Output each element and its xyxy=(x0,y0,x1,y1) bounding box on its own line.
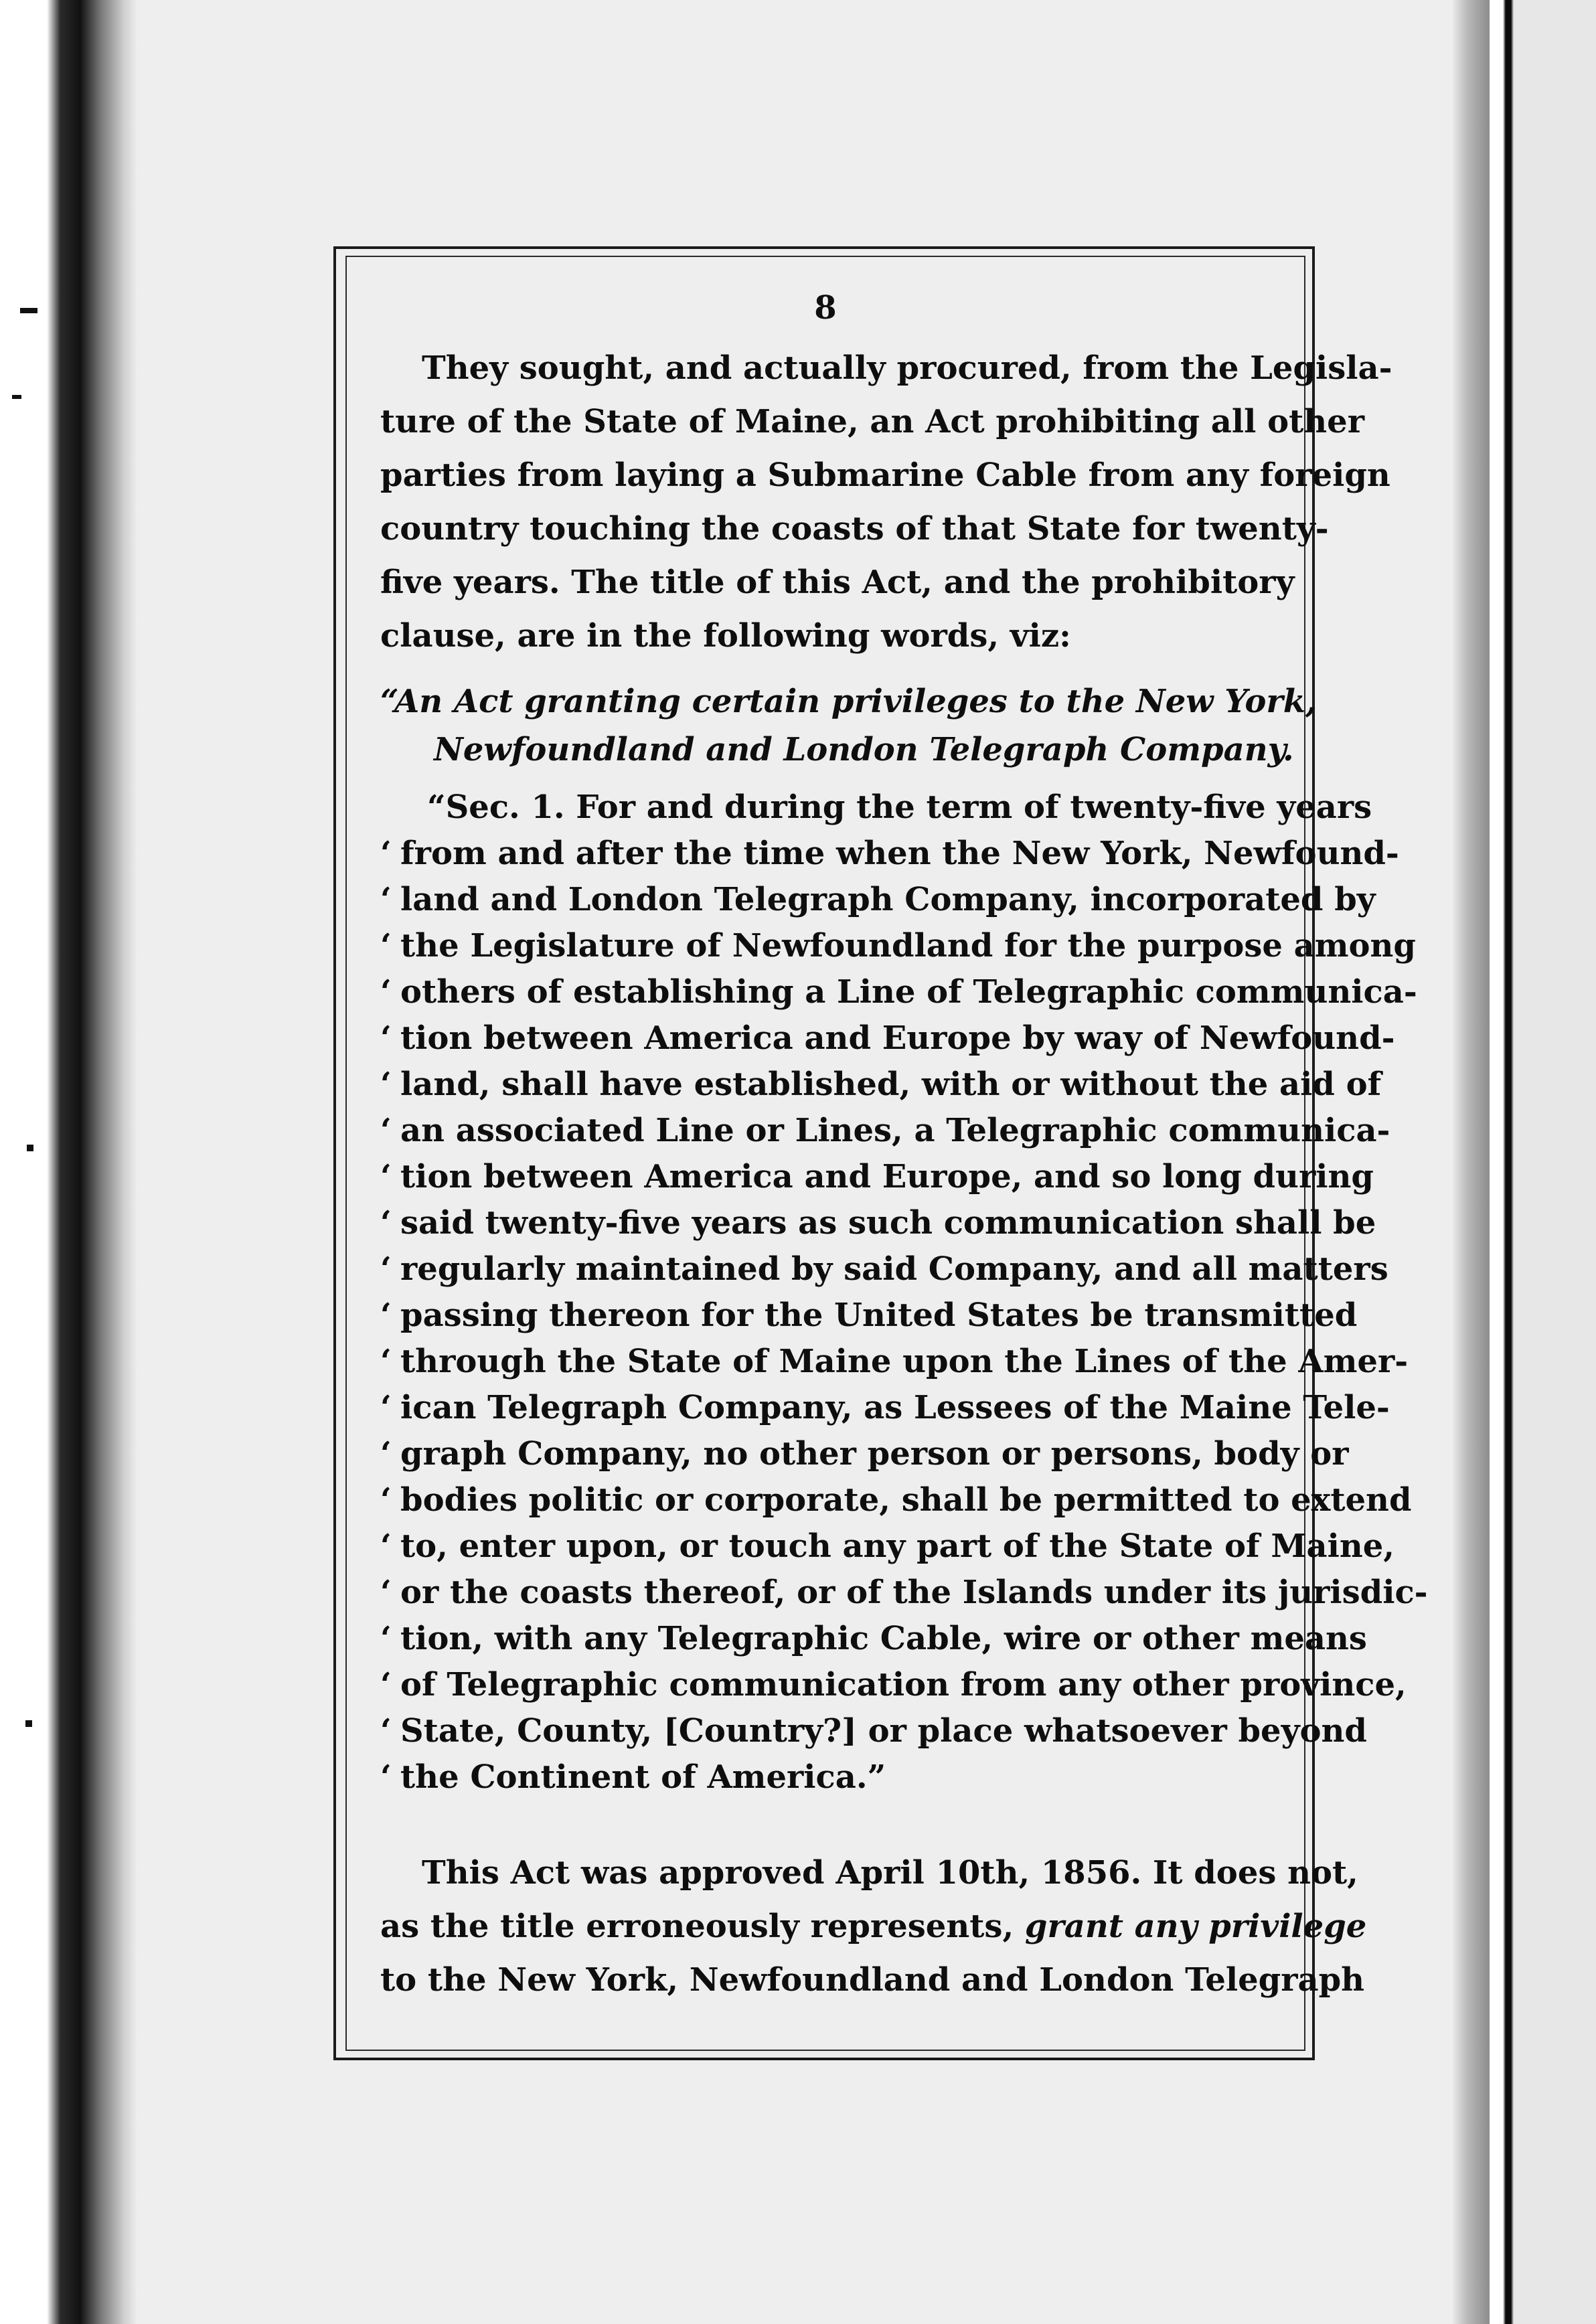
quote-line xyxy=(380,1708,1367,1754)
quote-line: “Sec. 1. For and during the term of twenty-five years xyxy=(427,788,1372,826)
quote-mark: ‘ xyxy=(380,1758,392,1796)
quote-line xyxy=(380,1477,1412,1523)
text-line xyxy=(380,1900,1367,1953)
quote-mark: ‘ xyxy=(380,835,392,872)
quote-mark: ‘ xyxy=(380,1389,392,1426)
quote-line-text: land and London Telegraph Company, incorporated by xyxy=(400,881,1376,918)
quote-line-text: the Legislature of Newfoundland for the purpose among xyxy=(400,927,1416,965)
quote-line-text: to, enter upon, or touch any part of the State of Maine, xyxy=(400,1527,1394,1565)
italic-text-run: grant any privilege xyxy=(1024,1908,1367,1945)
quote-mark: ‘ xyxy=(380,1204,392,1242)
text-line: country touching the coasts of that State for twenty- xyxy=(380,510,1329,548)
quote-line xyxy=(380,1062,1382,1108)
quote-line xyxy=(380,1523,1394,1570)
quote-line xyxy=(380,831,1399,877)
quote-line xyxy=(380,1293,1358,1339)
quote-mark: ‘ xyxy=(380,1666,392,1704)
text-line: ture of the State of Maine, an Act prohibiting all other xyxy=(380,403,1364,440)
quote-line xyxy=(380,1616,1367,1662)
quote-mark: ‘ xyxy=(380,881,392,918)
book-spine-left xyxy=(0,0,137,2324)
page-number: 8 xyxy=(814,289,837,327)
paragraph-closing xyxy=(380,1846,1367,2007)
quote-lines xyxy=(380,831,1428,1801)
quote-line-text: of Telegraphic communication from any other province, xyxy=(400,1666,1407,1704)
quote-mark: ‘ xyxy=(380,1435,392,1473)
quote-mark: ‘ xyxy=(380,1481,392,1519)
quote-line-text: from and after the time when the New York, Newfound- xyxy=(400,835,1399,872)
ink-speck xyxy=(27,1145,33,1151)
quote-line xyxy=(380,923,1416,969)
quote-line-text: said twenty-five years as such communication shall be xyxy=(400,1204,1376,1242)
quote-line-text: regularly maintained by said Company, and all matters xyxy=(400,1250,1388,1288)
quote-mark: ‘ xyxy=(380,973,392,1011)
text-line: to the New York, Newfoundland and London Telegraph xyxy=(380,1961,1365,1999)
quote-line xyxy=(380,1246,1388,1293)
quote-mark: ‘ xyxy=(380,1527,392,1565)
facing-page-edge xyxy=(1490,0,1596,2324)
section-quote xyxy=(380,784,1428,1801)
text-run: as the title erroneously represents, xyxy=(380,1908,1014,1945)
quote-line-text: ican Telegraph Company, as Lessees of the Maine Tele- xyxy=(400,1389,1390,1426)
quote-mark: ‘ xyxy=(380,1112,392,1149)
quote-line xyxy=(380,1662,1407,1708)
quote-line-text: graph Company, no other person or persons, body or xyxy=(400,1435,1349,1473)
quote-mark: ‘ xyxy=(380,1574,392,1611)
act-title-line: “An Act granting certain privileges to the New York, xyxy=(380,683,1317,720)
quote-line-text: bodies politic or corporate, shall be permitted to extend xyxy=(400,1481,1412,1519)
quote-line-text: others of establishing a Line of Telegraphic communica- xyxy=(400,973,1417,1011)
quote-line xyxy=(380,1108,1390,1154)
quote-mark: ‘ xyxy=(380,1066,392,1103)
quote-mark: ‘ xyxy=(380,1343,392,1380)
quote-line-text: the Continent of America.” xyxy=(400,1758,886,1796)
quote-mark: ‘ xyxy=(380,1019,392,1057)
quote-line-text: an associated Line or Lines, a Telegraphic communica- xyxy=(400,1112,1390,1149)
page-text-block xyxy=(380,288,1428,2007)
quote-line-text: tion between America and Europe, and so long during xyxy=(400,1158,1374,1195)
quote-line xyxy=(380,1570,1428,1616)
quote-line-text: tion between America and Europe by way of Newfound- xyxy=(400,1019,1395,1057)
ink-speck xyxy=(25,1720,32,1727)
quote-mark: ‘ xyxy=(380,1297,392,1334)
quote-line-text: passing thereon for the United States be transmitted xyxy=(400,1297,1358,1334)
quote-mark: ‘ xyxy=(380,1250,392,1288)
paragraph-intro xyxy=(380,341,1392,663)
quote-line-text: State, County, [Country?] or place whatsoever beyond xyxy=(400,1712,1367,1750)
quote-line xyxy=(380,1385,1390,1431)
quote-line xyxy=(380,1431,1349,1477)
quote-mark: ‘ xyxy=(380,1158,392,1195)
text-line: clause, are in the following words, viz: xyxy=(380,617,1071,655)
act-title xyxy=(380,677,1317,774)
page-gutter xyxy=(1453,0,1490,2324)
quote-line-text: land, shall have established, with or without the aid of xyxy=(400,1066,1382,1103)
quote-line xyxy=(380,877,1376,923)
quote-line xyxy=(380,1754,1271,1801)
quote-line xyxy=(380,1339,1409,1385)
quote-line-text: or the coasts thereof, or of the Islands under its jurisdic- xyxy=(400,1574,1428,1611)
text-line: They sought, and actually procured, from the Legisla- xyxy=(422,349,1392,387)
text-line: parties from laying a Submarine Cable from any foreign xyxy=(380,456,1390,494)
text-line: This Act was approved April 10th, 1856. It does not, xyxy=(422,1854,1358,1892)
quote-line-text: through the State of Maine upon the Lines of the Amer- xyxy=(400,1343,1409,1380)
quote-line-text: tion, with any Telegraphic Cable, wire or other means xyxy=(400,1620,1367,1657)
quote-line xyxy=(380,969,1417,1015)
ink-speck xyxy=(20,308,37,313)
quote-mark: ‘ xyxy=(380,927,392,965)
quote-line xyxy=(380,1015,1395,1062)
quote-mark: ‘ xyxy=(380,1712,392,1750)
ink-speck xyxy=(12,395,21,399)
quote-mark: ‘ xyxy=(380,1620,392,1657)
quote-line xyxy=(380,1154,1374,1200)
act-title-line: Newfoundland and London Telegraph Company. xyxy=(434,731,1294,768)
text-line: five years. The title of this Act, and the prohibitory xyxy=(380,564,1295,601)
quote-line xyxy=(380,1200,1376,1246)
